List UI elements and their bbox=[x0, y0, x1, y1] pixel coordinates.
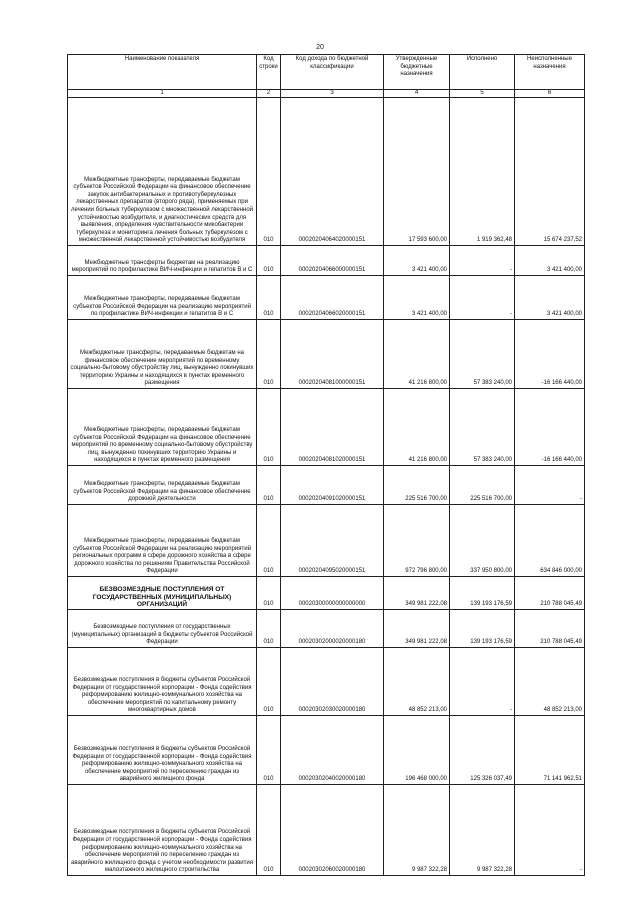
row-income-code: 00020204066000000151 bbox=[281, 246, 384, 276]
row-approved-amount: 972 796 800,00 bbox=[384, 505, 450, 577]
row-unexecuted-amount: - bbox=[515, 785, 585, 876]
table-row bbox=[68, 716, 585, 785]
row-unexecuted-amount: 3 421 400,00 bbox=[515, 246, 585, 276]
row-unexecuted-amount: -16 166 440,00 bbox=[515, 389, 585, 466]
row-unexecuted-amount: - bbox=[515, 466, 585, 505]
table-row bbox=[68, 246, 585, 276]
row-line-code: 010 bbox=[257, 505, 281, 577]
row-executed-amount: - bbox=[450, 648, 515, 716]
row-line-code: 010 bbox=[257, 320, 281, 389]
row-approved-amount: 196 468 000,00 bbox=[384, 716, 450, 785]
row-income-code: 00020204081000000151 bbox=[281, 320, 384, 389]
row-unexecuted-amount: 634 846 000,00 bbox=[515, 505, 585, 577]
column-header-name: Наименование показателя bbox=[68, 55, 257, 90]
row-income-code: 00020204081020000151 bbox=[281, 389, 384, 466]
row-line-code: 010 bbox=[257, 610, 281, 648]
row-name: Безвозмездные поступления в бюджеты субъектов Российской Федерации от государственной корпорации - Фонда содействия реформированию жилищно-коммунального хозяйства на обеспечение мероприятий по капитальному ремонту многоквартирных домов bbox=[68, 648, 257, 716]
row-name: Межбюджетные трансферты, передаваемые бюджетам субъектов Российской Федерации на финансовое обеспечение мероприятий по временному социально-бытовому обустройству лиц, вынужденно покинувших территорию Украины и находящихся в пунктах временного размещения bbox=[68, 389, 257, 466]
budget-execution-table bbox=[67, 54, 585, 876]
row-approved-amount: 3 421 400,00 bbox=[384, 276, 450, 320]
row-executed-amount: - bbox=[450, 246, 515, 276]
row-approved-amount: 17 593 600,00 bbox=[384, 98, 450, 246]
row-executed-amount: - bbox=[450, 276, 515, 320]
column-number: 6 bbox=[515, 90, 585, 98]
row-unexecuted-amount: 210 788 045,49 bbox=[515, 577, 585, 610]
table-row bbox=[68, 648, 585, 716]
row-name: Межбюджетные трансферты, передаваемые бюджетам на финансовое обеспечение мероприятий по временному социально-бытовому обустройству лиц, вынужденно покинувших территорию Украины и находящихся в пунктах временного размещения bbox=[68, 320, 257, 389]
column-number-row bbox=[68, 90, 585, 98]
column-number: 3 bbox=[281, 90, 384, 98]
row-name: Безвозмездные поступления в бюджеты субъектов Российской Федерации от государственной корпорации - Фонда содействия реформированию жилищно-коммунального хозяйства на обеспечение мероприятий по переселению граждан из аварийного жилищного фонда bbox=[68, 716, 257, 785]
row-line-code: 010 bbox=[257, 785, 281, 876]
row-approved-amount: 225 516 700,00 bbox=[384, 466, 450, 505]
row-unexecuted-amount: 48 852 213,00 bbox=[515, 648, 585, 716]
row-line-code: 010 bbox=[257, 716, 281, 785]
column-number: 2 bbox=[257, 90, 281, 98]
row-income-code: 00020300000000000000 bbox=[281, 577, 384, 610]
table-row bbox=[68, 276, 585, 320]
row-unexecuted-amount: 210 788 045,49 bbox=[515, 610, 585, 648]
column-number: 1 bbox=[68, 90, 257, 98]
table-row bbox=[68, 320, 585, 389]
row-income-code: 00020204066020000151 bbox=[281, 276, 384, 320]
row-executed-amount: 139 193 176,59 bbox=[450, 610, 515, 648]
row-executed-amount: 125 326 037,49 bbox=[450, 716, 515, 785]
row-line-code: 010 bbox=[257, 389, 281, 466]
row-approved-amount: 9 987 322,28 bbox=[384, 785, 450, 876]
row-executed-amount: 337 950 800,00 bbox=[450, 505, 515, 577]
row-income-code: 00020302000020000180 bbox=[281, 610, 384, 648]
row-line-code: 010 bbox=[257, 577, 281, 610]
table-row bbox=[68, 577, 585, 610]
row-executed-amount: 9 987 322,28 bbox=[450, 785, 515, 876]
column-header-unexecuted: Неисполненные назначения bbox=[515, 55, 585, 90]
row-income-code: 00020204091020000151 bbox=[281, 466, 384, 505]
row-line-code: 010 bbox=[257, 246, 281, 276]
column-header-executed: Исполнено bbox=[450, 55, 515, 90]
table-header-row bbox=[68, 55, 585, 90]
row-name: Безвозмездные поступления от государственных (муниципальных) организаций в бюджеты субъектов Российской Федерации bbox=[68, 610, 257, 648]
row-executed-amount: 1 919 362,48 bbox=[450, 98, 515, 246]
row-line-code: 010 bbox=[257, 98, 281, 246]
table-row bbox=[68, 98, 585, 246]
row-name: Межбюджетные трансферты, передаваемые бюджетам субъектов Российской Федерации на финансовое обеспечение закупок антибактериальных и противотуберкулезных лекарственных препаратов (второго ряда), применяемых при лечении больных туберкулезом с множественной лекарственной устойчивостью возбудителя, и диагностических средств для выявления, определения чувствительности микобактерии туберкулеза и мониторинга лечения больных туберкулезом с множественной лекарственной устойчивостью возбудителя bbox=[68, 98, 257, 246]
row-name: Безвозмездные поступления в бюджеты субъектов Российской Федерации от государственной корпорации - Фонда содействия реформированию жилищно-коммунального хозяйства на обеспечение мероприятий по переселению граждан из аварийного жилищного фонда с учетом необходимости развития малоэтажного жилищного строительства bbox=[68, 785, 257, 876]
row-unexecuted-amount: 71 141 962,51 bbox=[515, 716, 585, 785]
row-approved-amount: 3 421 400,00 bbox=[384, 246, 450, 276]
row-name: Межбюджетные трансферты, передаваемые бюджетам субъектов Российской Федерации на реализацию мероприятий по профилактике ВИЧ-инфекции и гепатитов B и C bbox=[68, 276, 257, 320]
row-income-code: 00020204095020000151 bbox=[281, 505, 384, 577]
row-executed-amount: 57 383 240,00 bbox=[450, 389, 515, 466]
column-header-income-code: Код дохода по бюджетной классификации bbox=[281, 55, 384, 90]
row-income-code: 00020204064020000151 bbox=[281, 98, 384, 246]
row-unexecuted-amount: 3 421 400,00 bbox=[515, 276, 585, 320]
row-name: Межбюджетные трансферты, передаваемые бюджетам субъектов Российской Федерации на реализацию мероприятий региональных программ в сфере дорожного хозяйства в сфере дорожного хозяйства по решениям Правительства Российской Федерации bbox=[68, 505, 257, 577]
table-row bbox=[68, 505, 585, 577]
row-executed-amount: 139 193 176,59 bbox=[450, 577, 515, 610]
table-row bbox=[68, 785, 585, 876]
row-income-code: 00020302060020000180 bbox=[281, 785, 384, 876]
row-line-code: 010 bbox=[257, 466, 281, 505]
row-name: Межбюджетные трансферты, передаваемые бюджетам субъектов Российской Федерации на финансовое обеспечение дорожной деятельности bbox=[68, 466, 257, 505]
row-executed-amount: 57 383 240,00 bbox=[450, 320, 515, 389]
row-unexecuted-amount: 15 674 237,52 bbox=[515, 98, 585, 246]
page-number: 20 bbox=[316, 44, 324, 51]
table-row bbox=[68, 610, 585, 648]
column-header-line-code: Код строки bbox=[257, 55, 281, 90]
row-name: БЕЗВОЗМЕЗДНЫЕ ПОСТУПЛЕНИЯ ОТ ГОСУДАРСТВЕННЫХ (МУНИЦИПАЛЬНЫХ) ОРГАНИЗАЦИЙ bbox=[68, 577, 257, 610]
column-number: 4 bbox=[384, 90, 450, 98]
row-approved-amount: 41 216 800,00 bbox=[384, 389, 450, 466]
table-row bbox=[68, 389, 585, 466]
row-line-code: 010 bbox=[257, 276, 281, 320]
table-row bbox=[68, 466, 585, 505]
row-unexecuted-amount: -16 166 440,00 bbox=[515, 320, 585, 389]
row-approved-amount: 41 216 800,00 bbox=[384, 320, 450, 389]
row-income-code: 00020302030020000180 bbox=[281, 648, 384, 716]
row-approved-amount: 48 852 213,00 bbox=[384, 648, 450, 716]
row-executed-amount: 225 516 700,00 bbox=[450, 466, 515, 505]
row-name: Межбюджетные трансферты бюджетам на реализацию мероприятий по профилактике ВИЧ-инфекции и гепатитов B и C bbox=[68, 246, 257, 276]
row-income-code: 00020302040020000180 bbox=[281, 716, 384, 785]
row-approved-amount: 349 981 222,08 bbox=[384, 610, 450, 648]
column-header-approved: Утвержденные бюджетные назначения bbox=[384, 55, 450, 90]
row-line-code: 010 bbox=[257, 648, 281, 716]
row-approved-amount: 349 981 222,08 bbox=[384, 577, 450, 610]
column-number: 5 bbox=[450, 90, 515, 98]
